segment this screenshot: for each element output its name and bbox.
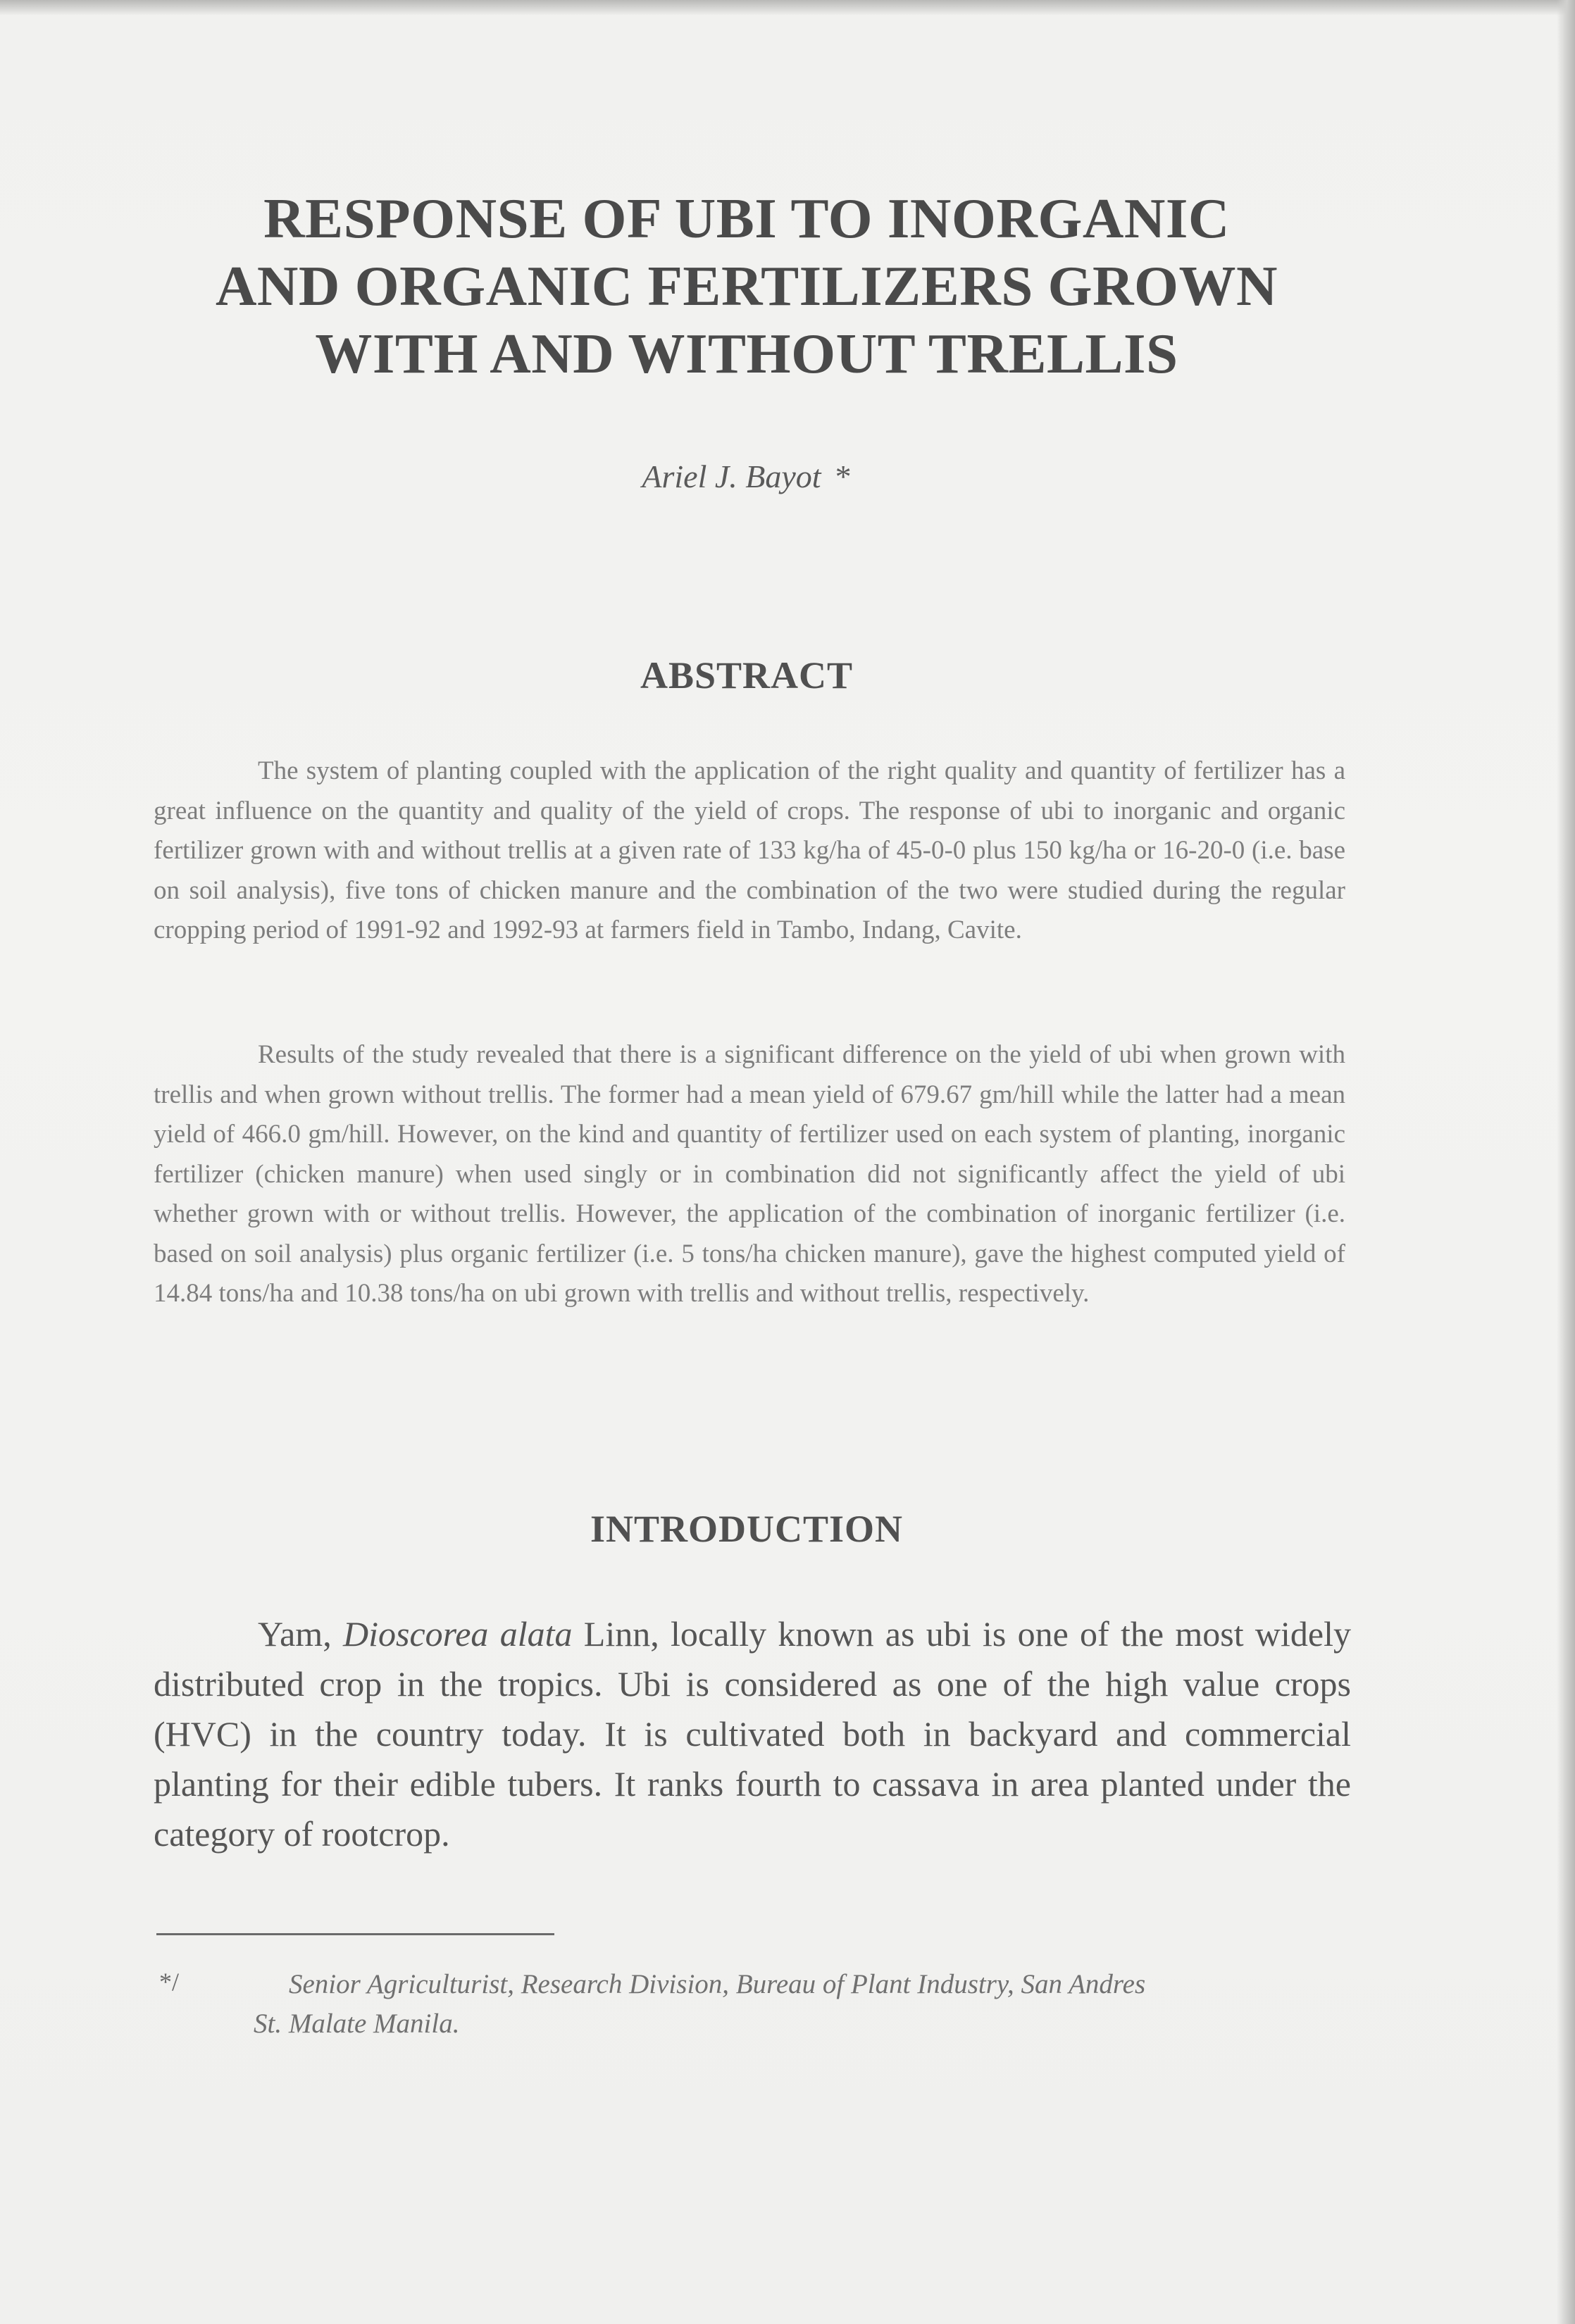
footnote-line-2: St. Malate Manila. — [254, 2008, 460, 2039]
introduction-paragraph — [154, 1609, 1351, 1859]
author-footnote-marker: * — [835, 458, 852, 494]
scan-edge-right — [1557, 0, 1575, 2324]
title-line-2: AND ORGANIC FERTILIZERS GROWN — [215, 254, 1278, 318]
title-line-1: RESPONSE OF UBI TO INORGANIC — [263, 187, 1230, 250]
scan-edge-top — [0, 0, 1575, 15]
author-name: Ariel J. Bayot — [642, 458, 821, 494]
footnote-marker: */ — [159, 1968, 180, 1996]
abstract-heading: ABSTRACT — [640, 654, 854, 696]
footnote-divider — [156, 1933, 554, 1935]
author-line — [113, 458, 1381, 495]
footnote-line-1: Senior Agriculturist, Research Division, Bureau of Plant Industry, San Andres — [289, 1969, 1146, 1999]
introduction-heading: INTRODUCTION — [590, 1508, 904, 1550]
species-name: Dioscorea alata — [342, 1614, 573, 1654]
paper-title — [113, 185, 1381, 387]
intro-lead-text: Yam, — [258, 1614, 343, 1654]
footnote-text — [254, 1965, 1352, 2044]
title-line-3: WITH AND WITHOUT TRELLIS — [315, 322, 1178, 385]
abstract-paragraph-2: Results of the study revealed that there is a significant difference on the yield of ubi when grown with trellis and when grown without trellis. The former had a mean yield of 679.67 gm/hill while the latter had a mean yield of 466.0 gm/hill. However, on the kind and quantity of fertilizer used on each system of planting, inorganic fertilizer (chicken manure) when used singly or in combination did not significantly affect the yield of ubi whether grown with or without trellis. However, the application of the combination of inorganic fertilizer (i.e. based on soil analysis) plus organic fertilizer (i.e. 5 tons/ha chicken manure), gave the highest computed yield of 14.84 tons/ha and 10.38 tons/ha on ubi grown with trellis and without trellis, respectively. — [154, 1040, 1345, 1308]
intro-body-text: Linn, locally known as ubi is one of the most widely distributed crop in the tropics. Ubi is considered as one of the high value crops (HVC) in the country today. It is cultivated both in backyard and commercial planting for their edible tubers. It ranks fourth to cassava in area planted under the category of rootcrop. — [154, 1614, 1351, 1854]
abstract-paragraph-1: The system of planting coupled with the application of the right quality and quantity of fertilizer has a great influence on the quantity and quality of the yield of crops. The response of ubi to inorganic and organic fertilizer grown with and without trellis at a given rate of 133 kg/ha of 45-0-0 plus 150 kg/ha or 16-20-0 (i.e. base on soil analysis), five tons of chicken manure and the combination of the two were studied during the regular cropping period of 1991-92 and 1992-93 at farmers field in Tambo, Indang, Cavite. — [154, 756, 1345, 944]
